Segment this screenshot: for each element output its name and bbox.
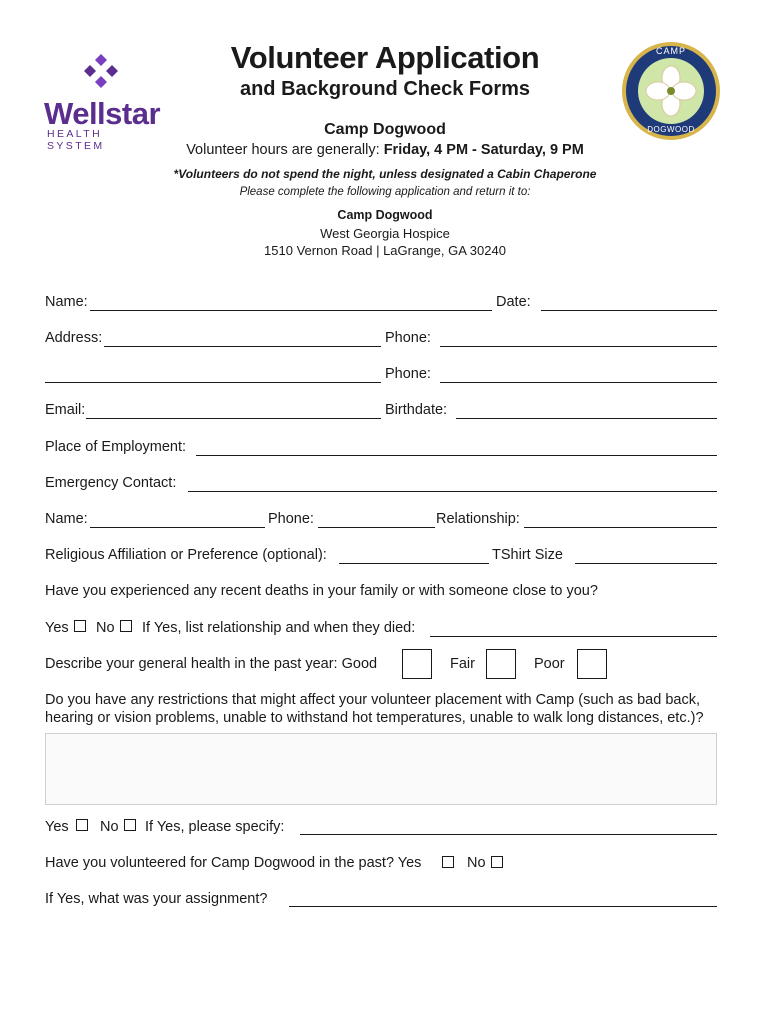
phone2-field[interactable] — [440, 382, 717, 383]
name-label: Name: — [45, 294, 88, 310]
name-field[interactable] — [90, 310, 492, 311]
phone2-label: Phone: — [385, 366, 431, 382]
deaths-yes-label: Yes — [45, 620, 69, 636]
restrictions-question-line2: hearing or vision problems, unable to withstand hot temperatures, unable to walk long distances, etc.)? — [45, 710, 704, 726]
health-fair-label: Fair — [450, 656, 475, 672]
phone-field[interactable] — [440, 346, 717, 347]
past-volunteer-no-label: No — [467, 855, 486, 871]
health-good-checkbox[interactable] — [402, 649, 432, 679]
return-address-org: West Georgia Hospice — [320, 226, 450, 241]
logo-wordmark: Wellstar — [44, 96, 161, 131]
religious-label: Religious Affiliation or Preference (optional): — [45, 547, 327, 563]
deaths-no-checkbox[interactable] — [120, 620, 132, 632]
email-field[interactable] — [86, 418, 381, 419]
ec-phone-field[interactable] — [318, 527, 435, 528]
restrictions-no-label: No — [100, 819, 119, 835]
past-volunteer-question: Have you volunteered for Camp Dogwood in the past? Yes — [45, 855, 422, 871]
seal-top-text: CAMP — [655, 46, 686, 56]
health-poor-checkbox[interactable] — [577, 649, 607, 679]
hours-range: Friday, 4 PM - Saturday, 9 PM — [383, 142, 584, 158]
assignment-question: If Yes, what was your assignment? — [45, 891, 268, 907]
ec-relationship-field[interactable] — [524, 527, 717, 528]
employment-field[interactable] — [196, 455, 717, 456]
employment-label: Place of Employment: — [45, 439, 187, 455]
restrictions-no-checkbox[interactable] — [124, 819, 136, 831]
assignment-field[interactable] — [289, 906, 717, 907]
page-title: Volunteer Application — [230, 40, 540, 75]
seal-bottom-text: DOGWOOD — [647, 125, 695, 134]
return-instruction: Please complete the following application and return it to: — [239, 186, 531, 198]
page-subtitle: and Background Check Forms — [239, 78, 531, 100]
tshirt-field[interactable] — [575, 563, 717, 564]
ec-name-field[interactable] — [90, 527, 265, 528]
health-poor-label: Poor — [534, 656, 565, 672]
phone-label: Phone: — [385, 330, 431, 346]
restrictions-yes-label: Yes — [45, 819, 69, 835]
ec-name-label: Name: — [45, 511, 88, 527]
restrictions-textarea[interactable] — [45, 733, 717, 805]
health-fair-checkbox[interactable] — [486, 649, 516, 679]
restrictions-yes-checkbox[interactable] — [76, 819, 88, 831]
past-volunteer-no-checkbox[interactable] — [491, 856, 503, 868]
emergency-contact-field[interactable] — [188, 491, 717, 492]
birthdate-label: Birthdate: — [385, 402, 448, 418]
return-address-street: 1510 Vernon Road | LaGrange, GA 30240 — [264, 243, 506, 258]
restrictions-specify-label: If Yes, please specify: — [145, 819, 285, 835]
date-field[interactable] — [541, 310, 717, 311]
ec-phone-label: Phone: — [268, 511, 314, 527]
health-question: Describe your general health in the past year: Good — [45, 656, 378, 672]
emergency-contact-label: Emergency Contact: — [45, 475, 177, 491]
logo-subtitle: HEALTH SYSTEM — [47, 128, 105, 152]
restrictions-question-line1: Do you have any restrictions that might affect your volunteer placement with Camp (such as bad back, — [45, 692, 700, 708]
deaths-followup-label: If Yes, list relationship and when they died: — [142, 620, 416, 636]
religious-field[interactable] — [339, 563, 489, 564]
restrictions-specify-field[interactable] — [300, 834, 717, 835]
deaths-followup-field[interactable] — [430, 636, 717, 637]
address-field[interactable] — [104, 346, 381, 347]
ec-relationship-label: Relationship: — [436, 511, 520, 527]
email-label: Email: — [45, 402, 86, 418]
tshirt-label: TShirt Size — [492, 547, 563, 563]
hours-prefix: Volunteer hours are generally: — [186, 142, 384, 158]
date-label: Date: — [496, 294, 531, 310]
camp-name: Camp Dogwood — [324, 121, 446, 138]
hours-line — [0, 142, 770, 158]
deaths-question: Have you experienced any recent deaths in your family or with someone close to you? — [45, 583, 598, 599]
address-line2-field[interactable] — [45, 382, 381, 383]
deaths-no-label: No — [96, 620, 115, 636]
return-address-name: Camp Dogwood — [337, 208, 433, 222]
deaths-yes-checkbox[interactable] — [74, 620, 86, 632]
overnight-note: *Volunteers do not spend the night, unless designated a Cabin Chaperone — [173, 167, 597, 181]
birthdate-field[interactable] — [456, 418, 717, 419]
address-label: Address: — [45, 330, 103, 346]
past-volunteer-yes-checkbox[interactable] — [442, 856, 454, 868]
